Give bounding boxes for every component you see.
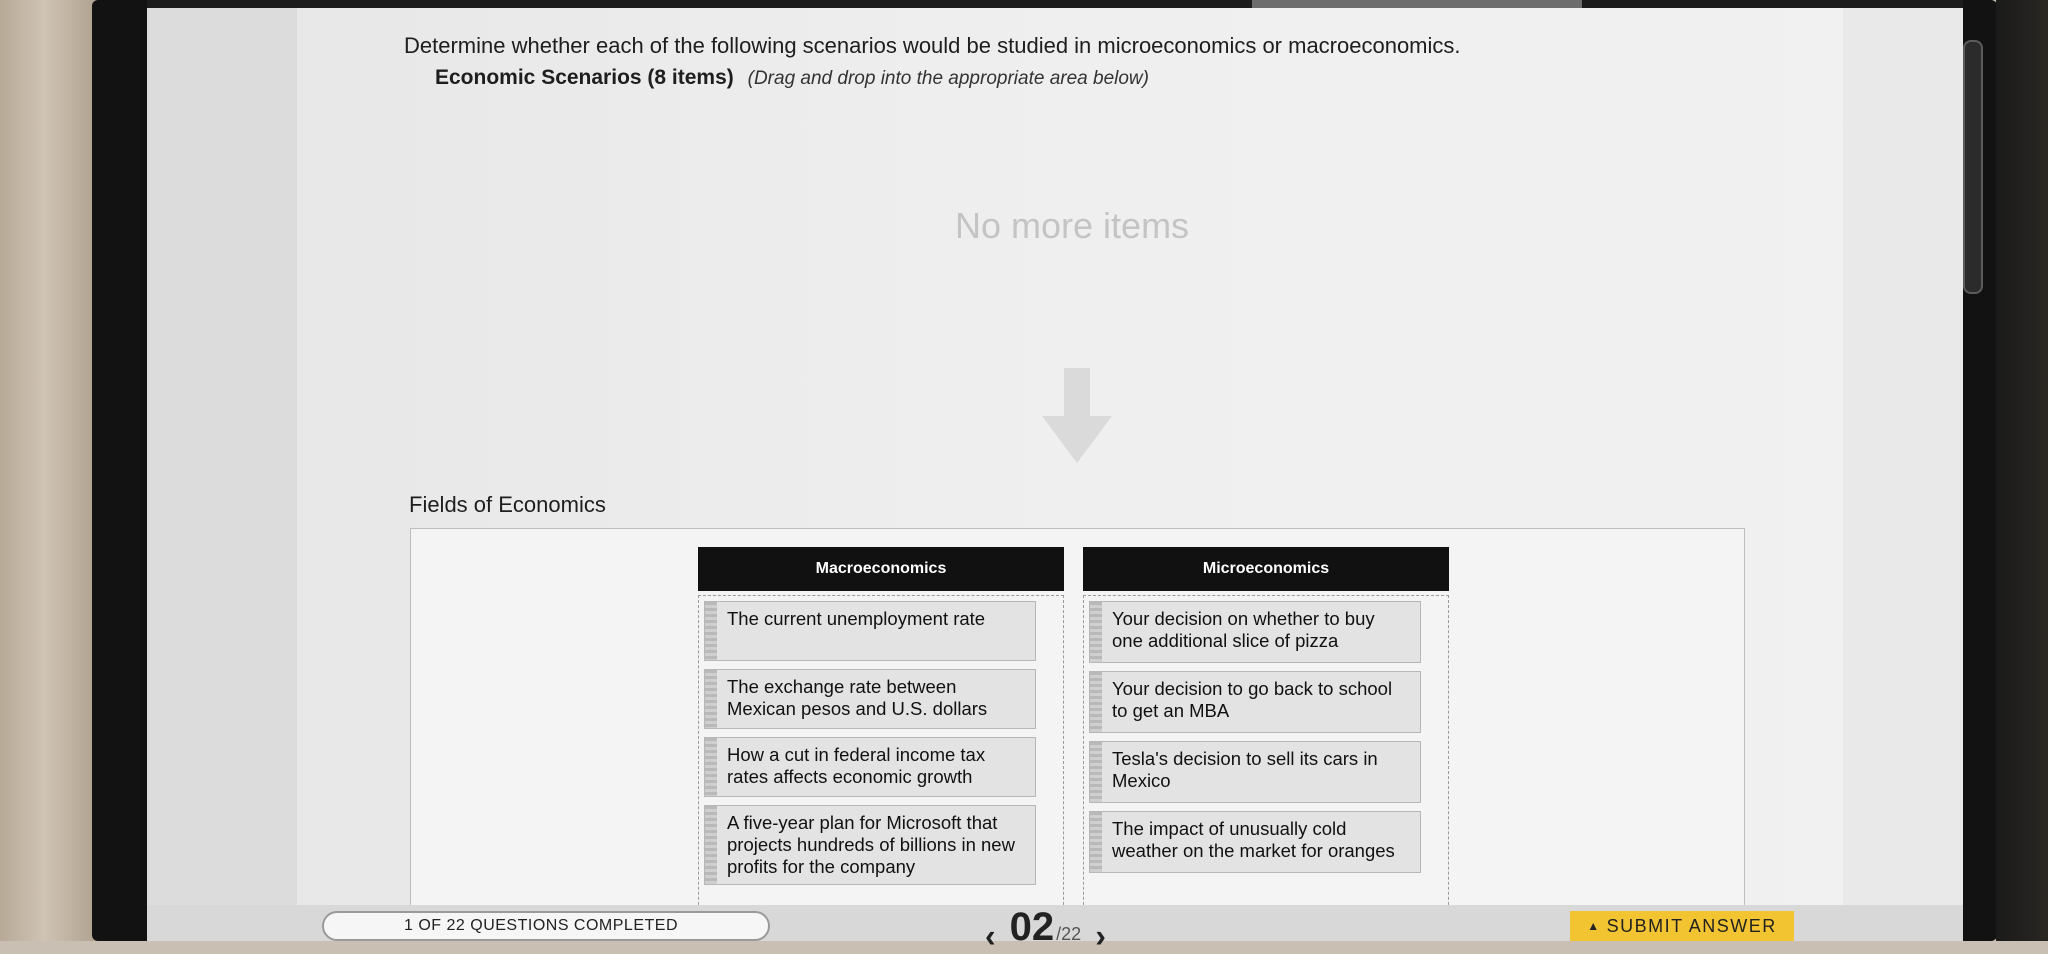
submit-answer-button[interactable] xyxy=(1570,911,1794,941)
macroeconomics-drop-zone[interactable] xyxy=(698,595,1064,935)
top-strip xyxy=(147,0,1963,8)
scenario-card[interactable]: The current unemployment rate xyxy=(704,601,1036,661)
macroeconomics-header: Macroeconomics xyxy=(698,547,1064,591)
empty-pool-message: No more items xyxy=(955,205,1190,246)
scenario-card[interactable]: Your decision on whether to buy one additional slice of pizza xyxy=(1089,601,1421,663)
microeconomics-header: Microeconomics xyxy=(1083,547,1449,591)
scenarios-title: Economic Scenarios (8 items) xyxy=(435,66,734,89)
left-margin xyxy=(147,8,297,941)
previous-question-icon[interactable]: ‹ xyxy=(985,917,996,954)
drop-zone-container xyxy=(410,528,1745,909)
question-pager xyxy=(985,905,1106,954)
microeconomics-drop-zone[interactable] xyxy=(1083,595,1449,935)
scenarios-heading xyxy=(435,66,1149,90)
macroeconomics-column[interactable] xyxy=(698,547,1064,935)
submit-icon: ▲ xyxy=(1587,919,1601,933)
laptop-edge xyxy=(1996,0,2048,941)
scenario-card[interactable]: A five-year plan for Microsoft that projects hundreds of billions in new profits for the company xyxy=(704,805,1036,885)
scenario-card[interactable]: How a cut in federal income tax rates affects economic growth xyxy=(704,737,1036,797)
current-question-number: 02 xyxy=(1009,905,1055,949)
next-question-icon[interactable]: › xyxy=(1095,917,1106,954)
progress-indicator: 1 OF 22 QUESTIONS COMPLETED xyxy=(322,911,770,941)
fields-label: Fields of Economics xyxy=(409,492,606,517)
scrollbar-thumb[interactable] xyxy=(1963,40,1983,294)
scenario-card[interactable]: Tesla's decision to sell its cars in Mexico xyxy=(1089,741,1421,803)
scenario-card[interactable]: The impact of unusually cold weather on the market for oranges xyxy=(1089,811,1421,873)
microeconomics-column[interactable] xyxy=(1083,547,1449,935)
scenario-card[interactable]: The exchange rate between Mexican pesos and U.S. dollars xyxy=(704,669,1036,729)
scenarios-hint: (Drag and drop into the appropriate area below) xyxy=(747,68,1149,89)
total-questions: /22 xyxy=(1056,924,1082,944)
question-prompt: Determine whether each of the following scenarios would be studied in microeconomics or macroeconomics. xyxy=(404,33,1461,58)
submit-label: SUBMIT ANSWER xyxy=(1606,915,1777,936)
down-arrow-icon xyxy=(1042,368,1112,463)
scenario-card[interactable]: Your decision to go back to school to get an MBA xyxy=(1089,671,1421,733)
right-margin xyxy=(1843,8,1963,941)
